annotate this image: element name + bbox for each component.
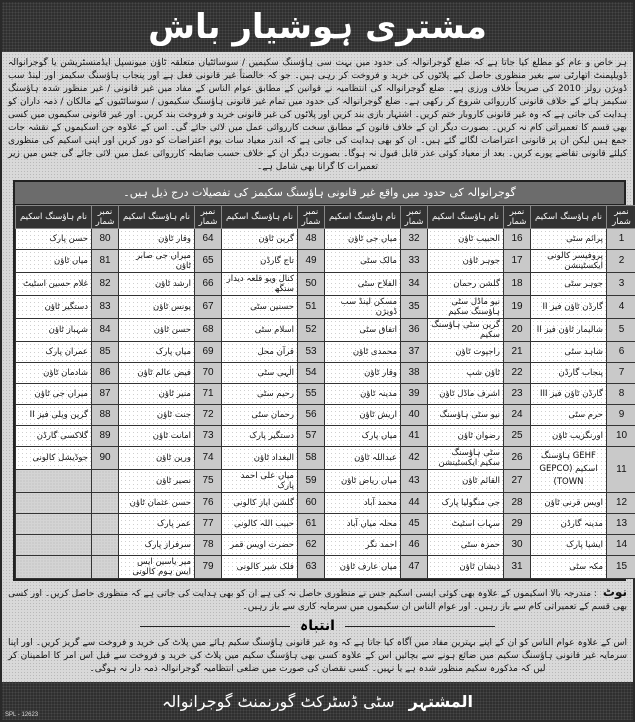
serial-number: 68	[195, 319, 222, 342]
ad-code: SPL - 12623	[5, 712, 38, 719]
serial-number: 49	[298, 250, 325, 273]
serial-number: 50	[298, 273, 325, 296]
serial-number: 28	[504, 493, 531, 514]
empty-cell	[92, 535, 119, 556]
advertiser-label: المشتہر	[409, 692, 473, 711]
scheme-name: شادمان ٹاؤن	[16, 363, 92, 384]
note-text: : مندرجہ بالا اسکیموں کے علاوہ بھی کوئی ایسی اسکیم جس نے منظوری حاصل نہ کی ہے ان کو بھی ہدایت کی جاتی ہے کہ منظوری حاصل کریں۔ اور کسی بھی قسم کے تعمیراتی کام سے باز رہیں۔ اور عوام الناس ان سکیموں میں سرمایہ کاری سے باز رہیں۔	[8, 589, 627, 612]
serial-number: 84	[92, 319, 119, 342]
header-scheme-name: نام ہاؤسنگ اسکیم	[119, 206, 195, 229]
scheme-name: حسن عثمان ٹاؤن	[119, 493, 195, 514]
scheme-name: سرفراز پارک	[119, 535, 195, 556]
header-serial-number: نمبر شمار	[92, 206, 119, 229]
serial-number: 51	[298, 296, 325, 319]
scheme-name: میر یاسین ایس ایس ہوم کالونی	[119, 556, 195, 579]
serial-number: 7	[607, 363, 635, 384]
serial-number: 30	[504, 535, 531, 556]
scheme-name: دستگیر پارک	[222, 426, 298, 447]
header-scheme-name: نام ہاؤسنگ اسکیم	[428, 206, 504, 229]
serial-number: 54	[298, 363, 325, 384]
scheme-name: اتفاق سٹی	[325, 319, 401, 342]
serial-number: 20	[504, 319, 531, 342]
serial-number: 79	[195, 556, 222, 579]
serial-number: 8	[607, 384, 635, 405]
serial-number: 73	[195, 426, 222, 447]
scheme-name: میاں عارف ٹاؤن	[325, 556, 401, 579]
serial-number: 65	[195, 250, 222, 273]
scheme-name: حضرت اویس قمر	[222, 535, 298, 556]
empty-cell	[16, 493, 92, 514]
table-title: گوجرانوالہ کی حدود میں واقع غیر قانونی ہاؤسنگ سکیمز کی تفصیلات درج ذیل ہیں۔	[15, 182, 624, 205]
serial-number: 19	[504, 296, 531, 319]
scheme-name: وقار ٹاؤن	[325, 363, 401, 384]
serial-number: 48	[298, 229, 325, 250]
serial-number: 44	[401, 493, 428, 514]
page-title: مشتری ہوشیار باش	[148, 2, 487, 52]
serial-number: 78	[195, 535, 222, 556]
scheme-name: راجپوت ٹاؤن	[428, 342, 504, 363]
scheme-name: الحبیب ٹاؤن	[428, 229, 504, 250]
serial-number: 66	[195, 273, 222, 296]
empty-cell	[16, 470, 92, 493]
serial-number: 90	[92, 447, 119, 470]
scheme-name: حرم سٹی	[531, 405, 607, 426]
scheme-name: مسکن لینڈ سب ڈویژن	[325, 296, 401, 319]
scheme-name: مکہ سٹی	[531, 556, 607, 579]
scheme-name: پروفیسر کالونی ایکسٹینشن	[531, 250, 607, 273]
serial-number: 35	[401, 296, 428, 319]
scheme-name: گلشن رحمان	[428, 273, 504, 296]
scheme-name: تاج گارڈن	[222, 250, 298, 273]
serial-number: 2	[607, 250, 635, 273]
scheme-name: گلاکسی گارڈن	[16, 426, 92, 447]
scheme-name: میاں پارک	[119, 342, 195, 363]
scheme-name: حسن پارک	[16, 229, 92, 250]
scheme-name: پرائم سٹی	[531, 229, 607, 250]
note	[8, 586, 627, 614]
serial-number: 89	[92, 426, 119, 447]
serial-number: 5	[607, 319, 635, 342]
serial-number: 64	[195, 229, 222, 250]
serial-number: 67	[195, 296, 222, 319]
serial-number: 58	[298, 447, 325, 470]
serial-number: 77	[195, 514, 222, 535]
serial-number: 31	[504, 556, 531, 579]
scheme-name: سہاب اسٹیٹ	[428, 514, 504, 535]
scheme-name: رحمان سٹی	[222, 405, 298, 426]
table-row	[16, 319, 635, 342]
scheme-name: عبداللہ ٹاؤن	[325, 447, 401, 470]
header-serial-number: نمبر شمار	[504, 206, 531, 229]
header-scheme-name: نام ہاؤسنگ اسکیم	[531, 206, 607, 229]
serial-number: 10	[607, 426, 635, 447]
scheme-name: القائم ٹاؤن	[428, 470, 504, 493]
serial-number: 69	[195, 342, 222, 363]
serial-number: 41	[401, 426, 428, 447]
scheme-name: GEHF ہاؤسنگ اسکیم (GEPCO TOWN)	[531, 447, 607, 493]
empty-cell	[16, 535, 92, 556]
table-row	[16, 384, 635, 405]
scheme-name: میاں ٹاؤن	[16, 250, 92, 273]
scheme-name: وقار ٹاؤن	[119, 229, 195, 250]
serial-number: 26	[504, 447, 531, 470]
warning-heading	[2, 617, 633, 635]
scheme-name: حبیب اللہ کالونی	[222, 514, 298, 535]
serial-number: 42	[401, 447, 428, 470]
serial-number: 17	[504, 250, 531, 273]
serial-number: 45	[401, 514, 428, 535]
scheme-name: شاہد سٹی	[531, 342, 607, 363]
scheme-name: احمد نگر	[325, 535, 401, 556]
scheme-name: اویس قرنی ٹاؤن	[531, 493, 607, 514]
serial-number: 70	[195, 363, 222, 384]
table-row	[16, 447, 635, 470]
scheme-name: محلہ میاں آباد	[325, 514, 401, 535]
serial-number: 83	[92, 296, 119, 319]
header-scheme-name: نام ہاؤسنگ اسکیم	[222, 206, 298, 229]
scheme-name: گارڈن ٹاؤن فیز II	[531, 296, 607, 319]
serial-number: 87	[92, 384, 119, 405]
scheme-name: حمزہ سٹی	[428, 535, 504, 556]
serial-number: 81	[92, 250, 119, 273]
serial-number: 11	[607, 447, 635, 493]
scheme-name: محمدی ٹاؤن	[325, 342, 401, 363]
scheme-name: جنت ٹاؤن	[119, 405, 195, 426]
scheme-name: سٹی ہاؤسنگ سکیم ایکسٹینشن	[428, 447, 504, 470]
scheme-name: مدینہ گارڈن	[531, 514, 607, 535]
empty-cell	[92, 470, 119, 493]
serial-number: 53	[298, 342, 325, 363]
divider	[140, 626, 290, 627]
scheme-name: مالک سٹی	[325, 250, 401, 273]
scheme-name: رضوان ٹاؤن	[428, 426, 504, 447]
scheme-name: دستگیر ٹاؤن	[16, 296, 92, 319]
scheme-name: میاں جی ٹاؤن	[325, 229, 401, 250]
serial-number: 72	[195, 405, 222, 426]
scheme-name: فیض عالم ٹاؤن	[119, 363, 195, 384]
scheme-name: الٰہی سٹی	[222, 363, 298, 384]
scheme-name: فلک شیر کالونی	[222, 556, 298, 579]
scheme-name: شہباز ٹاؤن	[16, 319, 92, 342]
table-row	[16, 514, 635, 535]
scheme-name: ارشد ٹاؤن	[119, 273, 195, 296]
scheme-name: جوہر سٹی	[531, 273, 607, 296]
scheme-name: حسن ٹاؤن	[119, 319, 195, 342]
scheme-name: میراں جی ٹاؤن	[16, 384, 92, 405]
housing-schemes-table	[15, 205, 635, 579]
serial-number: 13	[607, 514, 635, 535]
header-scheme-name: نام ہاؤسنگ اسکیم	[16, 206, 92, 229]
serial-number: 12	[607, 493, 635, 514]
empty-cell	[92, 493, 119, 514]
serial-number: 52	[298, 319, 325, 342]
scheme-name: نیو سٹی ہاؤسنگ	[428, 405, 504, 426]
table-row	[16, 342, 635, 363]
serial-number: 60	[298, 493, 325, 514]
serial-number: 6	[607, 342, 635, 363]
scheme-name: ورین ٹاؤن	[119, 447, 195, 470]
scheme-name: غلام حسین اسٹیٹ	[16, 273, 92, 296]
scheme-name: ٹاؤن شپ	[428, 363, 504, 384]
warning-title: انتباہ	[300, 617, 335, 635]
serial-number: 29	[504, 514, 531, 535]
serial-number: 57	[298, 426, 325, 447]
scheme-name: کنال ویو قلعہ دیدار سنگھ	[222, 273, 298, 296]
intro-paragraph: ہر خاص و عام کو مطلع کیا جاتا ہے کہ ضلع گوجرانوالہ کی حدود میں بہت سی ہاؤسنگ سکیمیں / سوسائٹیاں متعلقہ ٹاؤن میونسپل ایڈمنسٹریشن یا گوجرانوالہ ڈویلپمنٹ اتھارٹی سے بغیر منظوری حاصل کیے پلاٹوں کی خرید و فروخت کر رہی ہیں۔ جو کہ خالصتاً غیر قانونی فعل ہے اور پنجاب ہاؤسنگ سکیمز اور لینڈ سب ڈویژن رولز 2010 کی صریحاً خلاف ورزی ہے۔ ضلع گوجرانوالہ کی انتظامیہ نے قوانین کے مطابق عوام الناس کے مفاد میں غیر قانونی / غیر منظور شدہ ہاؤسنگ سکیمز ہائے کے خلاف قانونی کارروائی شروع کر رکھی ہے۔ ضلع گوجرانوالہ کی حدود میں تمام غیر قانونی ہاؤسنگ سکیموں / سوسائٹیوں کے مالکان / ذمہ داران کو ہدایت کی جاتی ہے کہ وہ غیر قانونی کاروبار ختم کریں۔ اشتہار بازی بند کریں اور پلاٹوں کی غیر قانونی خرید و فروخت بند کریں۔ اور غیر قانونی سکیموں میں کسی بھی قسم کا تعمیراتی کام نہ کریں۔ بصورت دیگر ان کے خلاف قانون کے مطابق سخت کارروائی عمل میں لائی جائے گی۔ اس کے علاوہ جن اسکیموں کے نقشہ جات جمع ہیں لیکن ان پر قانونی اعتراضات لگائے گئے ہیں۔ ان کو بھی ہدایت کی جاتی ہے کہ اندر معیاد سات یوم اعتراضات کو دور کریں اور اپنی اسکیم کی منظوری کیلئے قانونی تقاضے پورے کریں۔ بعد از معیاد کوئی عذر قابل قبول نہ ہوگا۔ بصورت دیگر ان کے خلاف حسب ضابطہ کارروائی عمل میں لائی جائے گی جس میں زیر تعمیرات کا گرانا بھی شامل ہے۔	[8, 57, 627, 174]
advertiser-organization: سٹی ڈسٹرکٹ گورنمنٹ گوجرانوالہ	[162, 692, 395, 711]
serial-number: 15	[607, 556, 635, 579]
serial-number: 4	[607, 296, 635, 319]
serial-number: 85	[92, 342, 119, 363]
scheme-name: اشرف ماڈل ٹاؤن	[428, 384, 504, 405]
serial-number: 24	[504, 405, 531, 426]
serial-number: 9	[607, 405, 635, 426]
table-row	[16, 556, 635, 579]
serial-number: 36	[401, 319, 428, 342]
serial-number: 47	[401, 556, 428, 579]
serial-number: 76	[195, 493, 222, 514]
scheme-name: میراں جی صابر ٹاؤن	[119, 250, 195, 273]
serial-number: 62	[298, 535, 325, 556]
header-scheme-name: نام ہاؤسنگ اسکیم	[325, 206, 401, 229]
empty-cell	[16, 556, 92, 579]
serial-number: 3	[607, 273, 635, 296]
serial-number: 74	[195, 447, 222, 470]
housing-schemes-table-box	[13, 180, 626, 581]
scheme-name: گرین سٹی ہاؤسنگ سکیم	[428, 319, 504, 342]
serial-number: 18	[504, 273, 531, 296]
serial-number: 14	[607, 535, 635, 556]
scheme-name: منیر ٹاؤن	[119, 384, 195, 405]
serial-number: 34	[401, 273, 428, 296]
serial-number: 40	[401, 405, 428, 426]
footer-banner	[2, 682, 633, 720]
scheme-name: اریش ٹاؤن	[325, 405, 401, 426]
serial-number: 86	[92, 363, 119, 384]
divider	[345, 626, 495, 627]
header-serial-number: نمبر شمار	[298, 206, 325, 229]
serial-number: 43	[401, 470, 428, 493]
scheme-name: اسلام سٹی	[222, 319, 298, 342]
header-serial-number: نمبر شمار	[607, 206, 635, 229]
scheme-name: محمد آباد	[325, 493, 401, 514]
table-row	[16, 250, 635, 273]
scheme-name: ذیشان ٹاؤن	[428, 556, 504, 579]
serial-number: 75	[195, 470, 222, 493]
scheme-name: میاں ریاض ٹاؤن	[325, 470, 401, 493]
scheme-name: نصیر ٹاؤن	[119, 470, 195, 493]
scheme-name: یونس ٹاؤن	[119, 296, 195, 319]
table-row	[16, 229, 635, 250]
title-banner	[2, 2, 633, 52]
scheme-name: پنجاب گارڈن	[531, 363, 607, 384]
serial-number: 27	[504, 470, 531, 493]
serial-number: 88	[92, 405, 119, 426]
serial-number: 59	[298, 470, 325, 493]
serial-number: 38	[401, 363, 428, 384]
table-row	[16, 296, 635, 319]
serial-number: 71	[195, 384, 222, 405]
serial-number: 56	[298, 405, 325, 426]
scheme-name: گرین ٹاؤن	[222, 229, 298, 250]
serial-number: 33	[401, 250, 428, 273]
serial-number: 82	[92, 273, 119, 296]
scheme-name: گرین ویلی فیز II	[16, 405, 92, 426]
scheme-name: گلشن ایاز کالونی	[222, 493, 298, 514]
serial-number: 61	[298, 514, 325, 535]
serial-number: 80	[92, 229, 119, 250]
scheme-name: گارڈن ٹاؤن فیز III	[531, 384, 607, 405]
scheme-name: رحیم سٹی	[222, 384, 298, 405]
scheme-name: شالیمار ٹاؤن فیز II	[531, 319, 607, 342]
scheme-name: اورنگزیب ٹاؤن	[531, 426, 607, 447]
note-label: نوٹ	[603, 585, 627, 599]
scheme-name: عمر پارک	[119, 514, 195, 535]
serial-number: 16	[504, 229, 531, 250]
serial-number: 39	[401, 384, 428, 405]
scheme-name: میاں پارک	[325, 426, 401, 447]
serial-number: 37	[401, 342, 428, 363]
scheme-name: مدینہ ٹاؤن	[325, 384, 401, 405]
scheme-name: جی منگولیا پارک	[428, 493, 504, 514]
scheme-name: عمران پارک	[16, 342, 92, 363]
serial-number: 23	[504, 384, 531, 405]
scheme-name: ایشیا پارک	[531, 535, 607, 556]
scheme-name: الفلاح سٹی	[325, 273, 401, 296]
serial-number: 63	[298, 556, 325, 579]
warning-paragraph: اس کے علاوہ عوام الناس کو ان کے اپنے بہترین مفاد میں آگاہ کیا جاتا ہے کہ وہ غیر قانونی ہاؤسنگ سکیم ہائے میں پلاٹ کی خرید و فروخت سے گریز کریں۔ اور اپنا سرمایہ غیر قانونی ہاؤسنگ سکیم میں ضائع ہونے سے بچائیں اس کے علاوہ کسی بھی ہاؤسنگ سکیم میں پلاٹ کی خرید و فروخت سے قبل اس امر کا اطمینان کر لیں کہ مذکورہ سکیم منظور شدہ ہے یا نہیں۔ کسی نقصان کی صورت میں ضلعی انتظامیہ گوجرانوالہ ذمہ دار نہ ہوگی۔	[8, 637, 627, 676]
serial-number: 46	[401, 535, 428, 556]
table-header-row	[16, 206, 635, 229]
header-serial-number: نمبر شمار	[401, 206, 428, 229]
table-row	[16, 405, 635, 426]
serial-number: 22	[504, 363, 531, 384]
scheme-name: حسنین سٹی	[222, 296, 298, 319]
table-row	[16, 426, 635, 447]
empty-cell	[92, 514, 119, 535]
scheme-name: جوڈیشل کالونی	[16, 447, 92, 470]
header-serial-number: نمبر شمار	[195, 206, 222, 229]
serial-number: 55	[298, 384, 325, 405]
table-row	[16, 273, 635, 296]
table-row	[16, 363, 635, 384]
empty-cell	[92, 556, 119, 579]
serial-number: 1	[607, 229, 635, 250]
scheme-name: جوہر ٹاؤن	[428, 250, 504, 273]
serial-number: 25	[504, 426, 531, 447]
serial-number: 32	[401, 229, 428, 250]
serial-number: 21	[504, 342, 531, 363]
scheme-name: قرآن محل	[222, 342, 298, 363]
table-row	[16, 493, 635, 514]
scheme-name: البغداد ٹاؤن	[222, 447, 298, 470]
table-row	[16, 535, 635, 556]
scheme-name: امانت ٹاؤن	[119, 426, 195, 447]
scheme-name: میاں علی احمد پارک	[222, 470, 298, 493]
empty-cell	[16, 514, 92, 535]
scheme-name: نیو ماڈل سٹی ہاؤسنگ سکیم	[428, 296, 504, 319]
